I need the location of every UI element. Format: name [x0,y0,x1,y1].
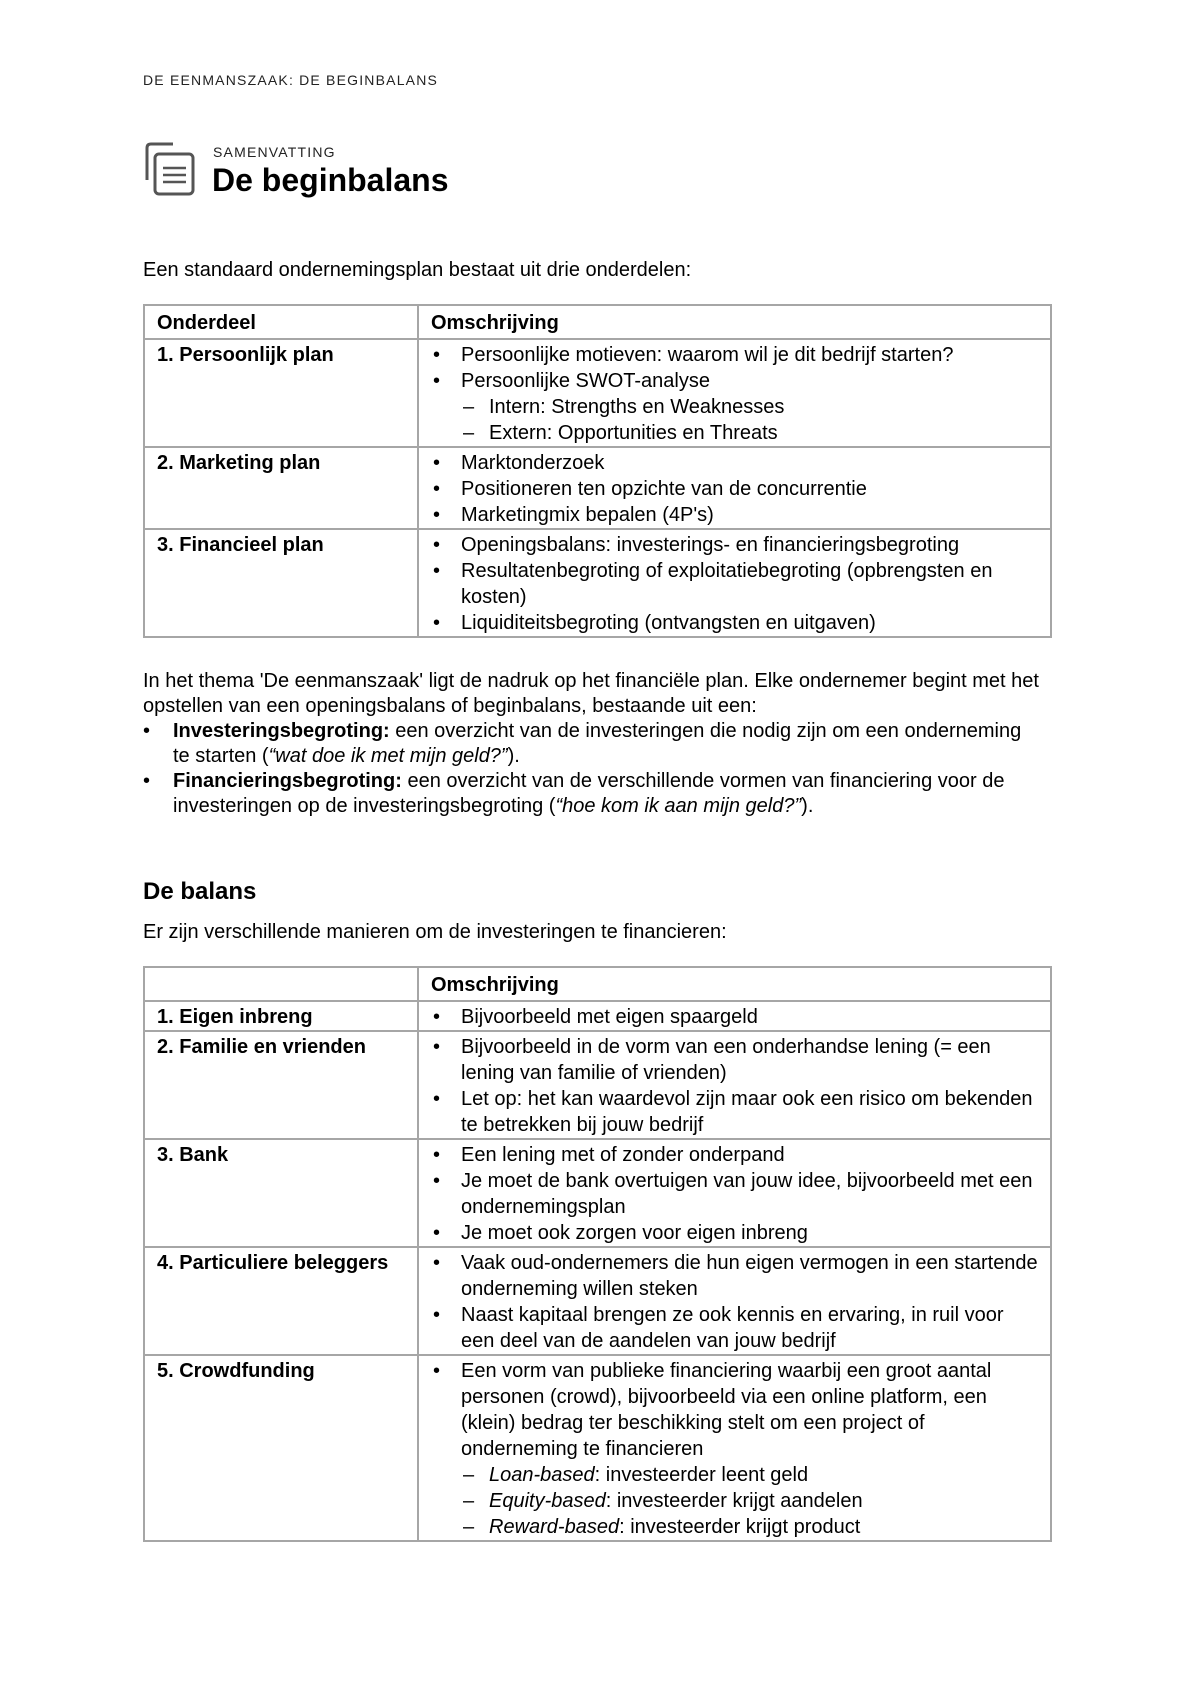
row-description [418,339,1051,447]
paragraph-text: In het thema 'De eenmanszaak' ligt de nadruk op het financiële plan. Elke ondernemer begint met het opstellen van een openingsbalans of beginbalans, bestaande uit een: [143,670,1039,717]
column-header [144,967,418,1001]
sub-list-item: – Reward-based: investeerder krijgt product [461,1514,1038,1540]
row-label: 2. Marketing plan [144,447,418,529]
financing-table [143,966,1052,1542]
intro-text: Een standaard ondernemingsplan bestaat uit drie onderdelen: [143,259,692,281]
table-row [144,339,1051,447]
page-title: De beginbalans [212,162,449,198]
column-header: Omschrijving [418,967,1051,1001]
table-row [144,1247,1051,1355]
row-label: 3. Financieel plan [144,529,418,637]
table-header-row [144,305,1051,339]
row-description [418,1247,1051,1355]
section-heading: De balans [143,878,257,905]
plan-table [143,304,1052,638]
row-description [418,1001,1051,1031]
column-header: Omschrijving [418,305,1051,339]
sub-list-item: – Equity-based: investeerder krijgt aandelen [461,1488,1038,1514]
row-label: 1. Eigen inbreng [144,1001,418,1031]
row-label: 4. Particuliere beleggers [144,1247,418,1355]
row-description [418,1139,1051,1247]
table-row [144,1139,1051,1247]
list-item: • Je moet de bank overtuigen van jouw idee, bijvoorbeeld met een ondernemingsplan [431,1168,1038,1220]
list-item: • Openingsbalans: investerings- en financieringsbegroting [431,532,1038,558]
sub-list-item: – Intern: Strengths en Weaknesses [461,394,1038,420]
running-header: DE EENMANSZAAK: DE BEGINBALANS [143,72,439,88]
list-item: • Je moet ook zorgen voor eigen inbreng [431,1220,1038,1246]
list-item: • Bijvoorbeeld in de vorm van een onderhandse lening (= een lening van familie of vrienden) [431,1034,1038,1086]
list-item: • Vaak oud-ondernemers die hun eigen vermogen in een startende onderneming willen steken [431,1250,1038,1302]
list-item: • Liquiditeitsbegroting (ontvangsten en uitgaven) [431,610,1038,636]
sub-list-item: – Extern: Opportunities en Threats [461,420,1038,446]
table-row [144,447,1051,529]
row-label: 5. Crowdfunding [144,1355,418,1541]
section-kicker: SAMENVATTING [213,144,336,160]
row-description [418,1031,1051,1139]
row-label: 1. Persoonlijk plan [144,339,418,447]
list-item: • Persoonlijke SWOT-analyse – Intern: Strengths en Weaknesses – Extern: Opportunities en Threats [431,368,1038,446]
table-row [144,1031,1051,1139]
list-item: • Let op: het kan waardevol zijn maar ook een risico om bekenden te betrekken bij jouw bedrijf [431,1086,1038,1138]
list-item: • Een vorm van publieke financiering waarbij een groot aantal personen (crowd), bijvoorbeeld via een online platform, een (klein) bedrag ter beschikking stelt om een project of onderneming te financieren – Loan-based: investeerder leent geld – Equity-based: investeerder krijgt aandelen – Reward-based: investeerder krijgt product [431,1358,1038,1540]
table-row [144,1001,1051,1031]
list-item: • Investeringsbegroting: een overzicht van de investeringen die nodig zijn om een onderneming te starten (“wat doe ik met mijn geld?”). [143,719,1043,769]
table-row [144,529,1051,637]
table-row [144,1355,1051,1541]
row-label: 3. Bank [144,1139,418,1247]
section-intro: Er zijn verschillende manieren om de investeringen te financieren: [143,921,727,943]
term: Financieringsbegroting: [173,770,402,792]
column-header: Onderdeel [144,305,418,339]
list-item: • Positioneren ten opzichte van de concurrentie [431,476,1038,502]
list-item: • Persoonlijke motieven: waarom wil je dit bedrijf starten? [431,342,1038,368]
list-item: • Naast kapitaal brengen ze ook kennis en ervaring, in ruil voor een deel van de aandelen van jouw bedrijf [431,1302,1038,1354]
list-item: • Bijvoorbeeld met eigen spaargeld [431,1004,1038,1030]
row-description [418,529,1051,637]
list-item: • Marktonderzoek [431,450,1038,476]
list-item: • Een lening met of zonder onderpand [431,1142,1038,1168]
document-stack-icon [143,142,199,198]
list-item: • Resultatenbegroting of exploitatiebegroting (opbrengsten en kosten) [431,558,1038,610]
row-description [418,1355,1051,1541]
row-description [418,447,1051,529]
body-paragraph [143,669,1043,819]
term: Investeringsbegroting: [173,720,390,742]
row-label: 2. Familie en vrienden [144,1031,418,1139]
list-item: • Marketingmix bepalen (4P's) [431,502,1038,528]
sub-list-item: – Loan-based: investeerder leent geld [461,1462,1038,1488]
list-item: • Financieringsbegroting: een overzicht van de verschillende vormen van financiering voor de investeringen op de investeringsbegroting (“hoe kom ik aan mijn geld?”). [143,769,1043,819]
table-header-row [144,967,1051,1001]
